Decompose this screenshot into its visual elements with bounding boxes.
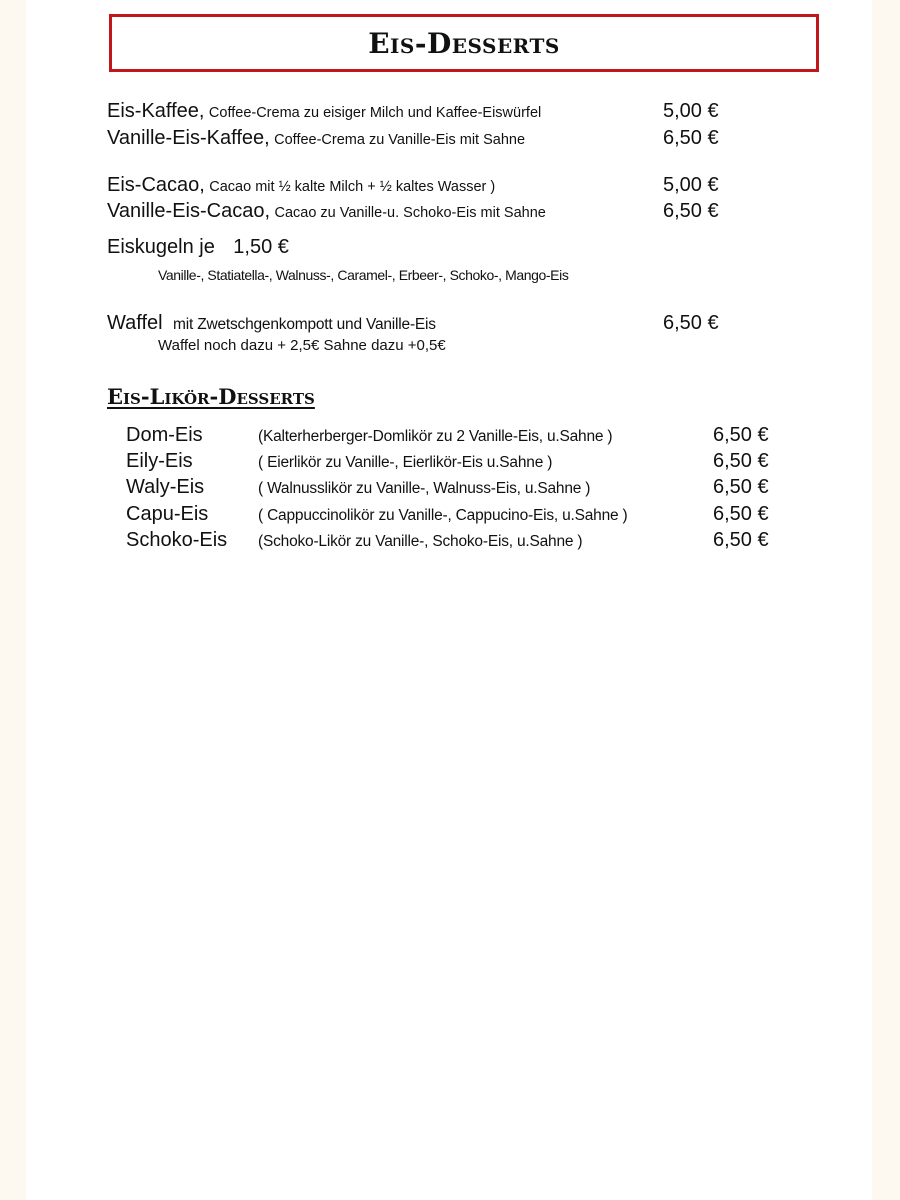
menu-item-eily-eis [126, 450, 552, 473]
item-name: Waffel [107, 312, 163, 334]
item-price: 5,00 € [663, 174, 719, 196]
item-description: (Kalterherberger-Domlikör zu 2 Vanille-Eis, u.Sahne ) [258, 428, 613, 445]
page-title: Eis-Desserts [368, 26, 560, 60]
item-price: 6,50 € [663, 127, 719, 149]
item-name: Eis-Cacao, [107, 174, 205, 196]
item-name: Capu-Eis [126, 503, 209, 525]
item-price: 5,00 € [663, 100, 719, 122]
menu-item-schoko-eis [126, 529, 582, 552]
menu-item-eis-cacao [107, 174, 495, 197]
section-title-likoer: Eis-Likör-Desserts [107, 384, 315, 409]
item-name: Waly-Eis [126, 476, 205, 498]
item-name: Eily-Eis [126, 450, 193, 472]
item-description: Coffee-Crema zu Vanille-Eis mit Sahne [274, 132, 526, 148]
item-name: Dom-Eis [126, 424, 203, 446]
eiskugeln-flavors: Vanille-, Statiatella-, Walnuss-, Caramel-, Erbeer-, Schoko-, Mango-Eis [158, 267, 569, 283]
menu-item-dom-eis [126, 424, 612, 447]
item-name: Vanille-Eis-Cacao, [107, 200, 271, 222]
item-price: 1,50 € [233, 236, 289, 258]
menu-item-waly-eis [126, 476, 590, 499]
item-description: Cacao mit ½ kalte Milch + ½ kaltes Wasser ) [209, 179, 496, 195]
item-price: 6,50 € [663, 312, 719, 334]
menu-item-eis-kaffee [107, 100, 541, 123]
item-description: mit Zwetschgenkompott und Vanille-Eis [173, 316, 436, 333]
item-description: Cacao zu Vanille-u. Schoko-Eis mit Sahne [274, 205, 546, 221]
item-price: 6,50 € [713, 529, 769, 551]
menu-item-capu-eis [126, 503, 628, 526]
title-frame [109, 14, 819, 72]
item-name: Vanille-Eis-Kaffee, [107, 127, 270, 149]
item-price: 6,50 € [713, 476, 769, 498]
menu-item-vanille-eis-cacao [107, 200, 546, 223]
item-price: 6,50 € [713, 503, 769, 525]
item-price: 6,50 € [663, 200, 719, 222]
item-description: Coffee-Crema zu eisiger Milch und Kaffee-Eiswürfel [208, 105, 542, 121]
item-price: 6,50 € [713, 450, 769, 472]
waffel-extras: Waffel noch dazu + 2,5€ Sahne dazu +0,5€ [158, 337, 446, 354]
item-price: 6,50 € [713, 424, 769, 446]
item-name: Eis-Kaffee, [107, 100, 205, 122]
item-name: Schoko-Eis [126, 529, 228, 551]
item-name: Eiskugeln je [107, 236, 215, 258]
item-description: ( Eierlikör zu Vanille-, Eierlikör-Eis u.Sahne ) [258, 454, 553, 471]
item-description: ( Walnusslikör zu Vanille-, Walnuss-Eis, u.Sahne ) [258, 480, 591, 497]
item-description: (Schoko-Likör zu Vanille-, Schoko-Eis, u.Sahne ) [258, 533, 583, 550]
menu-item-waffel [107, 312, 436, 335]
menu-item-eiskugeln [107, 236, 289, 259]
item-description: ( Cappuccinolikör zu Vanille-, Cappucino-Eis, u.Sahne ) [258, 507, 628, 524]
menu-item-vanille-eis-kaffee [107, 127, 525, 150]
